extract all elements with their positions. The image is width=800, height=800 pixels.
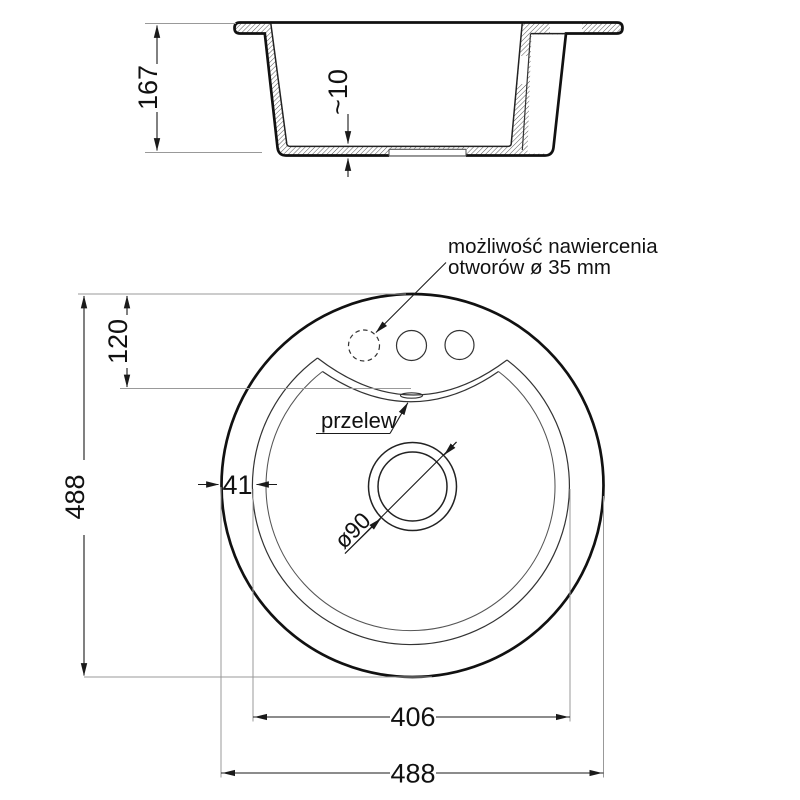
arrow-drain-upper — [445, 442, 457, 455]
dim-label-488-horizontal: 488 — [390, 758, 436, 789]
top-view — [60, 235, 658, 789]
dim-label-167: 167 — [133, 64, 163, 111]
overflow-label: przelew — [321, 408, 397, 433]
dim-label-41: 41 — [222, 470, 253, 500]
dim-label-drain: ø90 — [329, 507, 376, 554]
bowl-edge-circle — [266, 372, 555, 631]
deck-front-arc-outer — [318, 358, 508, 395]
dim-label-10: ~10 — [323, 69, 353, 115]
note-line-2: otworów ø 35 mm — [448, 256, 611, 279]
drill-hole-dashed — [349, 330, 380, 361]
faucet-hole-right — [445, 331, 474, 360]
dim-label-406: 406 — [390, 702, 436, 732]
deck-front-arc-inner — [323, 372, 499, 402]
dim-label-120: 120 — [103, 318, 133, 365]
arrow-note-leader — [376, 263, 446, 333]
note-line-1: możliwość nawiercenia — [448, 235, 658, 258]
faucet-hole-middle — [397, 331, 427, 361]
rim-overflow-gap — [550, 23, 582, 33]
basin-cavity — [271, 23, 522, 146]
cross-section-view — [133, 23, 623, 178]
dim-label-488-vertical: 488 — [60, 474, 90, 520]
inner-rim-circle — [252, 358, 569, 645]
